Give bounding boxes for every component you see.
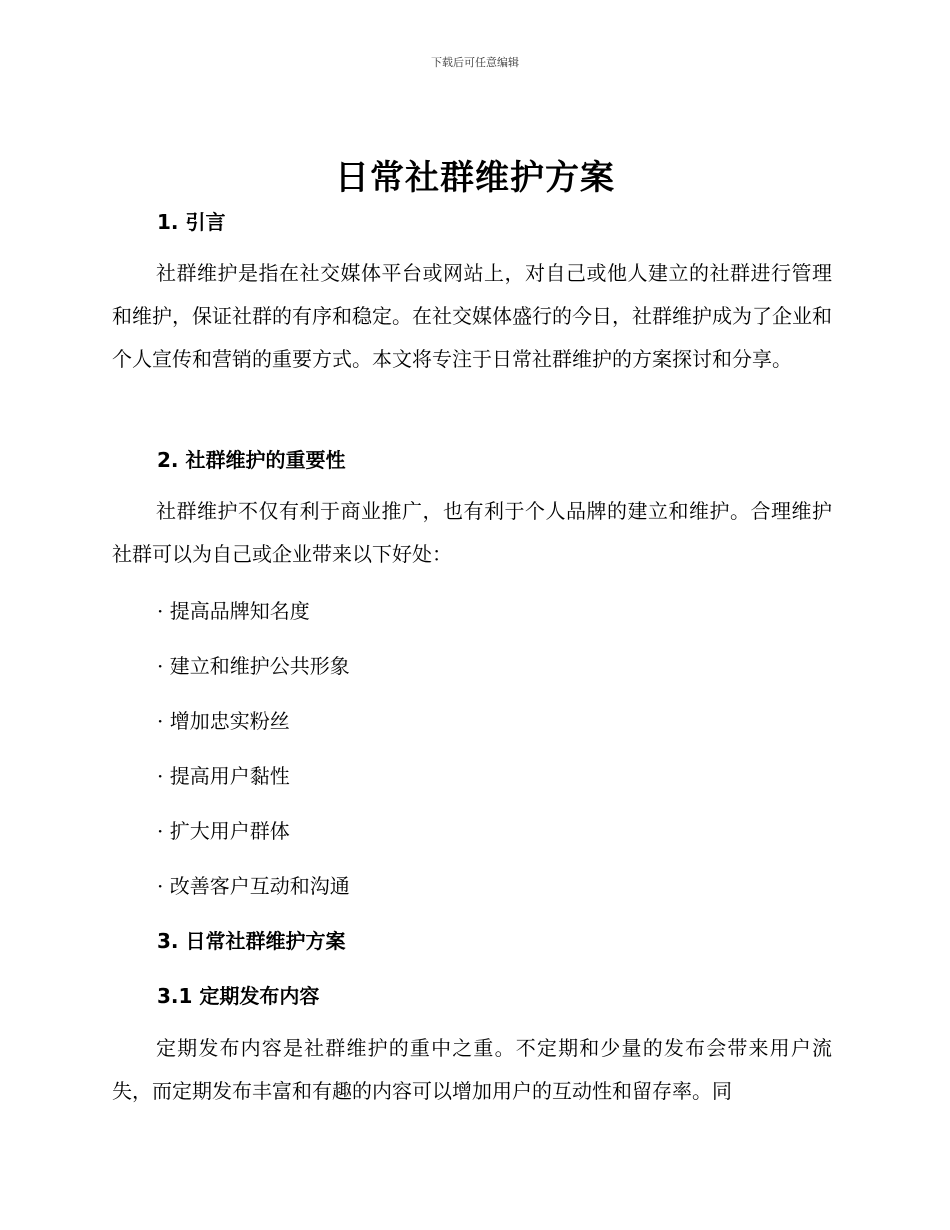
document-title: 日常社群维护方案 [335, 158, 615, 198]
list-item: · 提高品牌知名度 [157, 599, 310, 623]
section-heading-plan: 3. 日常社群维护方案 [157, 929, 346, 953]
section-heading-intro: 1. 引言 [157, 210, 226, 234]
list-item: · 改善客户互动和沟通 [157, 874, 350, 898]
list-item: · 增加忠实粉丝 [157, 709, 290, 733]
list-item: · 提高用户黏性 [157, 764, 290, 788]
paragraph-importance: 社群维护不仅有利于商业推广，也有利于个人品牌的建立和维护。合理维护社群可以为自己或企业带来以下好处： [112, 499, 832, 566]
paragraph-intro: 社群维护是指在社交媒体平台或网站上，对自己或他人建立的社群进行管理和维护，保证社群的有序和稳定。在社交媒体盛行的今日，社群维护成为了企业和个人宣传和营销的重要方式。本文将专注于日常社群维护的方案探讨和分享。 [112, 261, 832, 371]
paragraph-3-1: 定期发布内容是社群维护的重中之重。不定期和少量的发布会带来用户流失，而定期发布丰富和有趣的内容可以增加用户的互动性和留存率。同 [112, 1036, 832, 1103]
subsection-heading-3-1: 3.1 定期发布内容 [157, 984, 320, 1008]
header-note: 下载后可任意编辑 [431, 56, 519, 69]
list-item: · 扩大用户群体 [157, 819, 290, 843]
list-item: · 建立和维护公共形象 [157, 654, 350, 678]
section-heading-importance: 2. 社群维护的重要性 [157, 448, 346, 472]
